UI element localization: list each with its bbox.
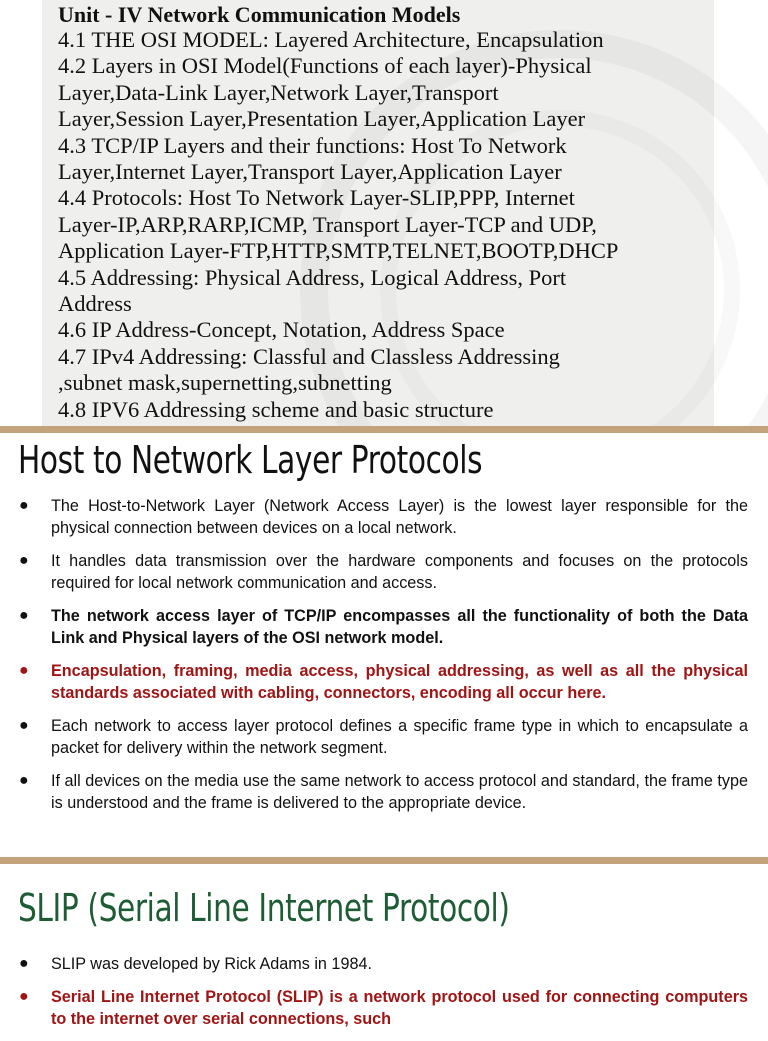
bullet-text: Serial Line Internet Protocol (SLIP) is a network protocol used for connecting computers to the internet over serial connections, such — [51, 988, 748, 1028]
slide-title-slip: SLIP (Serial Line Internet Protocol) — [18, 886, 510, 930]
bullet-dot-icon: ● — [19, 988, 29, 1005]
bullet-text: Encapsulation, framing, media access, physical addressing, as well as all the physical standards associated with cabling, connectors, encoding all occur here. — [51, 662, 748, 702]
bullet-text: The network access layer of TCP/IP encompasses all the functionality of both the Data Link and Physical layers of the OSI network model. — [51, 607, 748, 647]
bullet-item — [0, 986, 748, 1030]
bullet-item — [0, 605, 748, 649]
syllabus-line: 4.6 IP Address-Concept, Notation, Address Space — [58, 317, 505, 343]
slide-divider — [0, 426, 768, 433]
bullet-dot-icon: ● — [19, 772, 29, 789]
syllabus-line: Address — [58, 291, 132, 317]
bullet-item — [0, 660, 748, 704]
bullet-text: It handles data transmission over the hardware components and focuses on the protocols required for local network communication and access. — [51, 552, 748, 592]
bullet-dot-icon: ● — [19, 552, 29, 569]
slide-divider — [0, 857, 768, 864]
bullet-item — [0, 770, 748, 814]
bullet-dot-icon: ● — [19, 497, 29, 514]
syllabus-line: 4.2 Layers in OSI Model(Functions of each layer)-Physical — [58, 53, 592, 79]
syllabus-line: Application Layer-FTP,HTTP,SMTP,TELNET,BOOTP,DHCP — [58, 238, 619, 264]
syllabus-line: 4.7 IPv4 Addressing: Classful and Classless Addressing — [58, 343, 560, 369]
syllabus-line: Layer,Internet Layer,Transport Layer,Application Layer — [58, 159, 562, 185]
syllabus-line: 4.8 IPV6 Addressing scheme and basic structure — [58, 396, 494, 422]
syllabus-line: 4.1 THE OSI MODEL: Layered Architecture, Encapsulation — [58, 27, 604, 52]
syllabus-line: 4.3 TCP/IP Layers and their functions: Host To Network — [58, 132, 567, 158]
unit-title: Unit - IV Network Communication Models — [58, 2, 461, 27]
bullet-text: SLIP was developed by Rick Adams in 1984. — [51, 955, 372, 973]
syllabus-line: Layer-IP,ARP,RARP,ICMP, Transport Layer-TCP and UDP, — [58, 211, 597, 237]
syllabus-line: Layer,Data-Link Layer,Network Layer,Transport — [58, 79, 499, 105]
syllabus-line: 4.5 Addressing: Physical Address, Logical Address, Port — [58, 264, 567, 290]
syllabus-line: ,subnet mask,supernetting,subnetting — [58, 370, 392, 396]
bullet-text: If all devices on the media use the same network to access protocol and standard, the frame type is understood and the frame is delivered to the appropriate device. — [51, 772, 748, 812]
bullet-text: The Host-to-Network Layer (Network Access Layer) is the lowest layer responsible for the physical connection between devices on a local network. — [51, 497, 748, 537]
host-to-network-bullets — [0, 495, 748, 825]
bullet-item — [0, 495, 748, 539]
syllabus-line: Layer,Session Layer,Presentation Layer,Application Layer — [58, 106, 586, 132]
syllabus-text — [58, 2, 758, 423]
bullet-item — [0, 953, 748, 975]
bullet-dot-icon: ● — [19, 662, 29, 679]
syllabus-slide — [0, 0, 768, 426]
bullet-dot-icon: ● — [19, 955, 29, 972]
bullet-dot-icon: ● — [19, 607, 29, 624]
bullet-text: Each network to access layer protocol defines a specific frame type in which to encapsulate a packet for delivery within the network segment. — [51, 717, 748, 757]
bullet-item — [0, 550, 748, 594]
slide-title-host-to-network: Host to Network Layer Protocols — [18, 438, 483, 482]
bullet-dot-icon: ● — [19, 717, 29, 734]
slip-bullets — [0, 953, 748, 1041]
bullet-item — [0, 715, 748, 759]
syllabus-line: 4.4 Protocols: Host To Network Layer-SLIP,PPP, Internet — [58, 185, 575, 211]
